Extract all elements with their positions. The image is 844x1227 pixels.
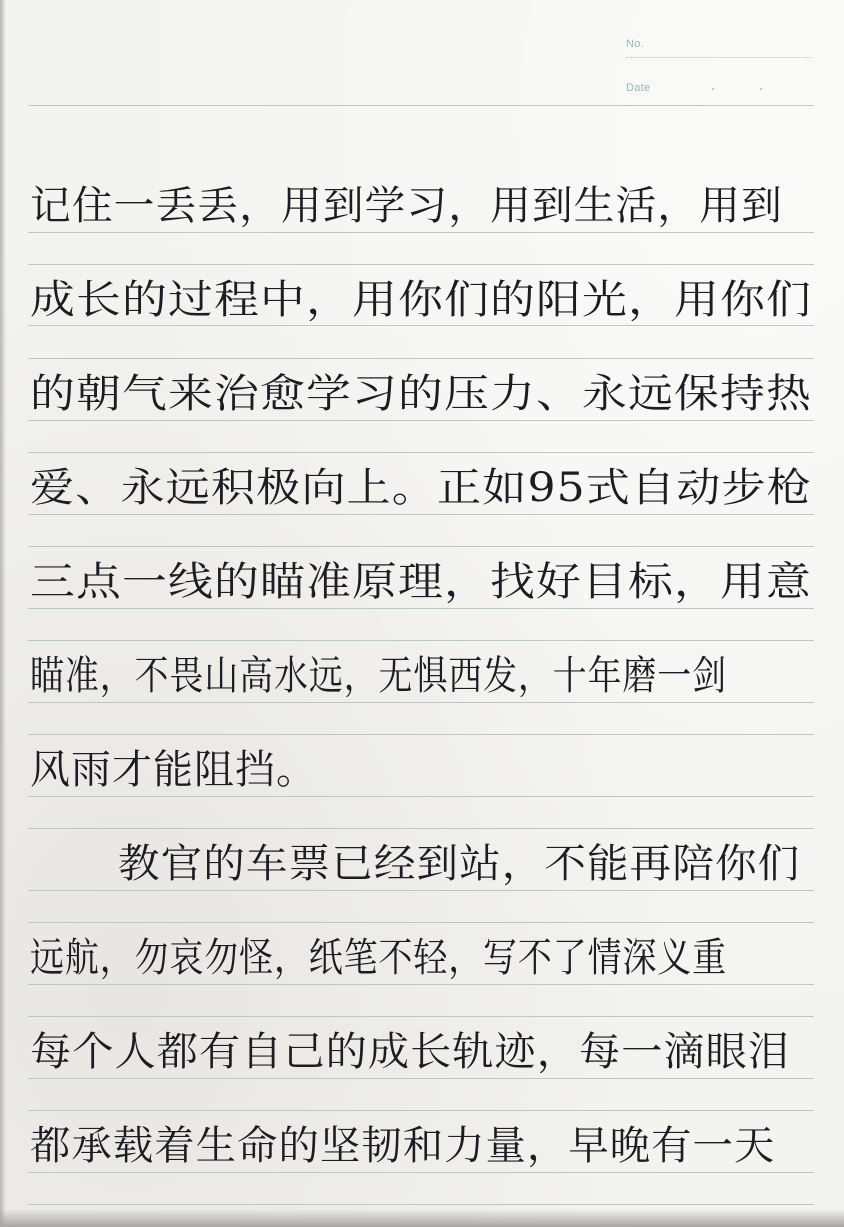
ruled-line xyxy=(28,922,814,923)
date-dot-mark xyxy=(760,88,762,90)
handwritten-line: 教官的车票已经到站，不能再陪你们 xyxy=(118,841,801,887)
handwritten-line: 记住一丢丢，用到学习，用到生活，用到 xyxy=(30,183,783,229)
header-no-label: No. xyxy=(626,38,645,50)
header-date-label: Date xyxy=(626,82,651,94)
ruled-line xyxy=(28,702,814,703)
ruled-line xyxy=(28,1078,814,1079)
ruled-line xyxy=(28,1172,814,1173)
ruled-line xyxy=(28,1110,814,1111)
handwritten-line: 每个人都有自己的成长轨迹，每一滴眼泪 xyxy=(30,1029,791,1075)
ruled-line xyxy=(28,546,814,547)
ruled-line xyxy=(28,890,814,891)
ruled-line xyxy=(28,1016,814,1017)
handwritten-line: 风雨才能阻挡。 xyxy=(30,747,317,793)
ruled-line xyxy=(28,640,814,641)
handwritten-line: 的朝气来治愈学习的压力、永远保持热 xyxy=(30,371,813,417)
ruled-line xyxy=(28,325,814,326)
ruled-line xyxy=(28,514,814,515)
ruled-line xyxy=(28,734,814,735)
ruled-line xyxy=(28,796,814,797)
handwritten-line: 成长的过程中，用你们的阳光，用你们 xyxy=(30,277,813,323)
ruled-line xyxy=(28,1204,814,1205)
ruled-line xyxy=(28,452,814,453)
handwritten-line: 远航，勿哀勿怪，纸笔不轻，写不了情深义重 xyxy=(30,935,727,981)
ruled-line xyxy=(28,358,814,359)
ruled-line xyxy=(28,264,814,265)
ruled-line xyxy=(28,828,814,829)
handwritten-line: 爱、永远积极向上。正如95式自动步枪 xyxy=(30,465,812,511)
handwritten-line: 三点一线的瞄准原理，找好目标，用意 xyxy=(30,559,813,605)
ruled-line xyxy=(28,984,814,985)
ruled-line xyxy=(28,608,814,609)
ruled-line xyxy=(28,105,814,106)
date-dot-mark xyxy=(712,88,714,90)
ruled-line xyxy=(28,420,814,421)
handwritten-line: 瞄准，不畏山高水远，无惧西发，十年磨一剑 xyxy=(30,653,727,699)
header-no-dotted-line xyxy=(626,57,812,58)
page-left-shadow xyxy=(0,0,6,1227)
ruled-line xyxy=(28,232,814,233)
handwritten-line: 都承载着生命的坚韧和力量，早晚有一天 xyxy=(30,1123,776,1169)
page-bottom-shadow xyxy=(0,1209,844,1227)
